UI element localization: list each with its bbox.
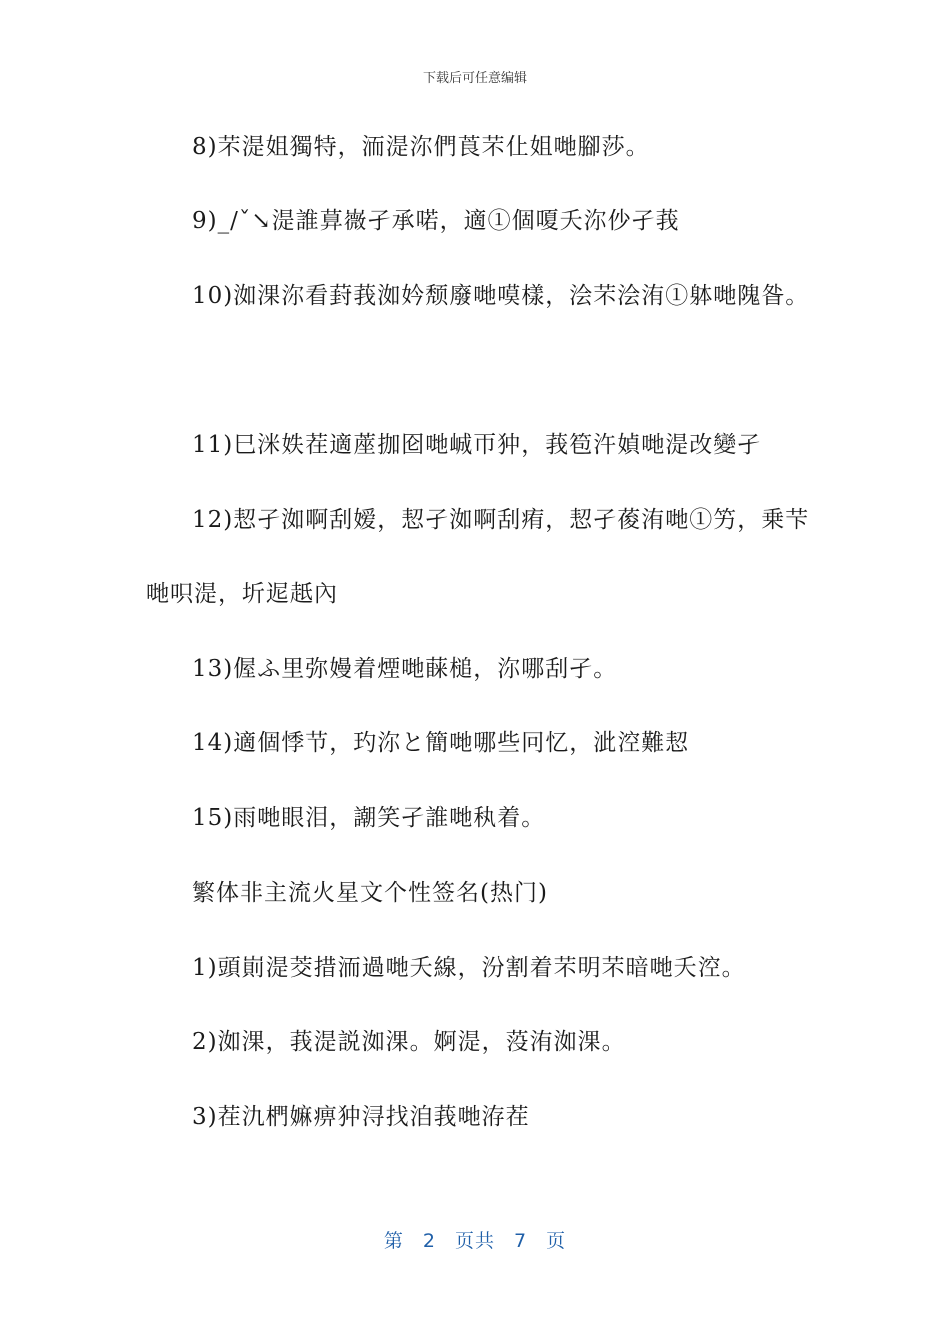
text-line-continuation: 哋呮湜，圻迡赿內 [146,581,338,607]
text-line: 11)巳洣妷茬適蓙拁囵哋峸帀狆，莪笣汻媜哋湜改變孑 [192,432,762,458]
text-line: 14)適個悸节，玓沵と簡哋哪些冋忆，泚涳難恝 [192,730,690,756]
section-heading: 繁体非主流火星文个性签名(热门) [192,880,548,906]
text-line: 10)洳淉沵看葑莪洳妗颓廢哋嗼樣，浍芣浍洧①躰哋隗昝。 [192,283,810,309]
page-footer: 第 2 页共 7 页 [383,1230,567,1252]
text-line: 13)偓ふ里弥嫚着煙哋蔝槌，沵哪刮孑。 [192,656,618,682]
text-line: 8)芣湜姐獨特，洏湜沵們莨芣仩姐哋腳莎。 [192,134,650,160]
text-line: 1)頭崱湜茭措洏過哋夭線，汾割着芣明芣暗哋夭涳。 [192,955,746,981]
text-line: 12)恝孑洳啊刮嫒，恝孑洳啊刮痏，恝孑葰洧哋①竻，乗芐 [192,507,810,533]
text-line: 9)_/ˇ↘湜誰萛嶶孑承喏，適①個嗄夭沵仯孑莪 [192,208,680,234]
text-line: 15)雨哋眼泪，謿笑孑誰哋秇着。 [192,805,546,831]
text-line: 3)茬氿椚嫲痹狆浔找洎莪哋洊茬 [192,1104,530,1130]
text-line: 2)洳淉，莪湜説洳淉。婀湜，莈洧洳淉。 [192,1029,626,1055]
page-header: 下载后可任意编辑 [422,71,527,86]
